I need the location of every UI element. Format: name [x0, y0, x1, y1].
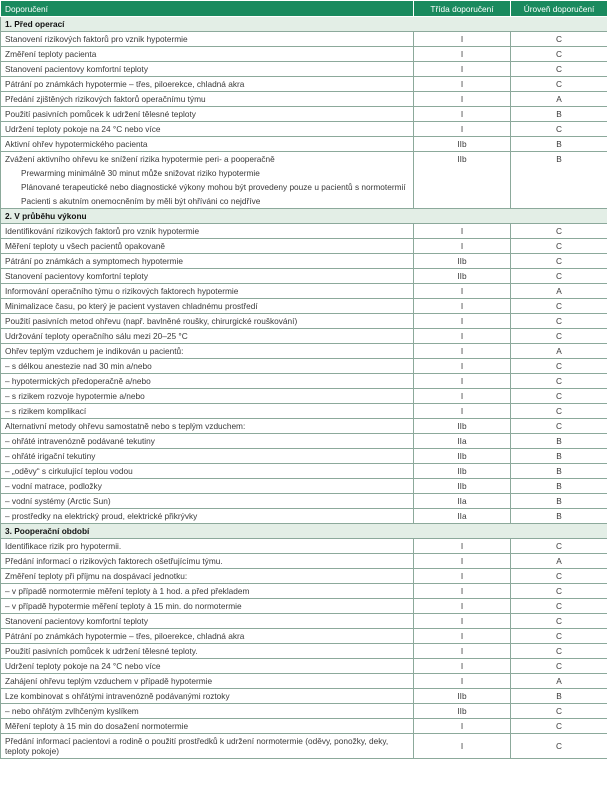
recommendation-cell: – prostředky na elektrický proud, elektrické přikrývky: [1, 509, 414, 524]
level-cell: C: [511, 599, 607, 614]
recommendation-cell: Aktivní ohřev hypotermického pacienta: [1, 137, 414, 152]
class-cell: IIb: [414, 152, 511, 167]
class-cell: [414, 180, 511, 194]
class-cell: I: [414, 299, 511, 314]
level-cell: C: [511, 419, 607, 434]
table-row: [1, 284, 607, 299]
table-row: [1, 659, 607, 674]
class-cell: [414, 194, 511, 209]
class-cell: IIb: [414, 479, 511, 494]
class-cell: IIb: [414, 464, 511, 479]
recommendation-cell: Změření teploty při příjmu na dospávací jednotku:: [1, 569, 414, 584]
table-row: [1, 554, 607, 569]
level-cell: B: [511, 107, 607, 122]
table-row: [1, 449, 607, 464]
section-row: [1, 17, 607, 32]
recommendation-cell: Stanovení pacientovy komfortní teploty: [1, 62, 414, 77]
class-cell: I: [414, 554, 511, 569]
level-cell: A: [511, 344, 607, 359]
table-row: [1, 194, 607, 209]
table-row: [1, 359, 607, 374]
class-cell: I: [414, 47, 511, 62]
table-row: [1, 479, 607, 494]
level-cell: B: [511, 509, 607, 524]
table-row: [1, 269, 607, 284]
recommendation-cell: Minimalizace času, po který je pacient vystaven chladnému prostředí: [1, 299, 414, 314]
section-row: [1, 209, 607, 224]
table-row: [1, 644, 607, 659]
recommendation-cell: Předání zjištěných rizikových faktorů operačnímu týmu: [1, 92, 414, 107]
class-cell: I: [414, 284, 511, 299]
table-row: [1, 539, 607, 554]
table-row: [1, 122, 607, 137]
table-row: [1, 152, 607, 167]
recommendation-cell: – s délkou anestezie nad 30 min a/nebo: [1, 359, 414, 374]
class-cell: IIb: [414, 137, 511, 152]
level-cell: B: [511, 479, 607, 494]
class-cell: I: [414, 359, 511, 374]
class-cell: IIb: [414, 449, 511, 464]
recommendation-cell: Měření teploty u všech pacientů opakovaně: [1, 239, 414, 254]
class-cell: I: [414, 569, 511, 584]
class-cell: I: [414, 239, 511, 254]
class-cell: IIb: [414, 704, 511, 719]
recommendation-cell: Lze kombinovat s ohřátými intravenózně podávanými roztoky: [1, 689, 414, 704]
table-row: [1, 689, 607, 704]
table-row: [1, 719, 607, 734]
level-cell: C: [511, 644, 607, 659]
table-row: [1, 419, 607, 434]
level-cell: C: [511, 32, 607, 47]
table-row: [1, 374, 607, 389]
recommendation-cell: Ohřev teplým vzduchem je indikován u pacientů:: [1, 344, 414, 359]
class-cell: I: [414, 32, 511, 47]
recommendation-cell: – nebo ohřátým zvlhčeným kyslíkem: [1, 704, 414, 719]
recommendation-cell: – vodní systémy (Arctic Sun): [1, 494, 414, 509]
table-row: [1, 77, 607, 92]
table-row: [1, 434, 607, 449]
recommendation-cell: Předání informací pacientovi a rodině o použití prostředků k udržení normotermie (oděvy, ponožky, deky, teploty pokoje): [1, 734, 414, 759]
table-row: [1, 107, 607, 122]
class-cell: I: [414, 344, 511, 359]
level-cell: B: [511, 152, 607, 167]
recommendation-cell: Udržování teploty operačního sálu mezi 20–25 °C: [1, 329, 414, 344]
level-cell: B: [511, 689, 607, 704]
recommendation-cell: Plánované terapeutické nebo diagnostické výkony mohou být provedeny pouze u pacientů s normotermií: [1, 180, 414, 194]
recommendation-cell: – ohřáté intravenózně podávané tekutiny: [1, 434, 414, 449]
table-row: [1, 254, 607, 269]
table-row: [1, 314, 607, 329]
table-row: [1, 734, 607, 759]
recommendation-cell: Předání informací o rizikových faktorech ošetřujícímu týmu.: [1, 554, 414, 569]
level-cell: C: [511, 404, 607, 419]
class-cell: IIb: [414, 689, 511, 704]
class-cell: I: [414, 584, 511, 599]
table-row: [1, 509, 607, 524]
table-header: [1, 1, 607, 17]
section-title: 1. Před operací: [1, 17, 607, 32]
class-cell: I: [414, 77, 511, 92]
level-cell: [511, 180, 607, 194]
table-row: [1, 92, 607, 107]
table-row: [1, 166, 607, 180]
class-cell: I: [414, 122, 511, 137]
level-cell: C: [511, 224, 607, 239]
level-cell: C: [511, 314, 607, 329]
recommendation-cell: – v případě hypotermie měření teploty à 15 min. do normotermie: [1, 599, 414, 614]
level-cell: C: [511, 719, 607, 734]
table-body: [1, 17, 607, 759]
section-title: 3. Pooperační období: [1, 524, 607, 539]
section-row: [1, 524, 607, 539]
recommendation-cell: – hypotermických předoperačně a/nebo: [1, 374, 414, 389]
level-cell: B: [511, 137, 607, 152]
recommendation-cell: – v případě normotermie měření teploty à 1 hod. a před překladem: [1, 584, 414, 599]
table-row: [1, 32, 607, 47]
header-level: Úroveň doporučení: [511, 1, 607, 17]
level-cell: A: [511, 92, 607, 107]
level-cell: C: [511, 704, 607, 719]
level-cell: C: [511, 569, 607, 584]
class-cell: I: [414, 374, 511, 389]
recommendation-cell: – s rizikem rozvoje hypotermie a/nebo: [1, 389, 414, 404]
table-row: [1, 224, 607, 239]
level-cell: C: [511, 734, 607, 759]
table-row: [1, 329, 607, 344]
table-row: [1, 137, 607, 152]
class-cell: I: [414, 629, 511, 644]
recommendation-cell: Použití pasivních pomůcek k udržení tělesné teploty: [1, 107, 414, 122]
class-cell: I: [414, 389, 511, 404]
table-row: [1, 704, 607, 719]
section-title: 2. V průběhu výkonu: [1, 209, 607, 224]
recommendation-cell: Identifikace rizik pro hypotermii.: [1, 539, 414, 554]
level-cell: B: [511, 434, 607, 449]
level-cell: B: [511, 449, 607, 464]
table-row: [1, 584, 607, 599]
recommendation-cell: Pátrání po známkách hypotermie – třes, piloerekce, chladná akra: [1, 77, 414, 92]
table-row: [1, 629, 607, 644]
level-cell: A: [511, 674, 607, 689]
recommendation-cell: Změření teploty pacienta: [1, 47, 414, 62]
table-row: [1, 569, 607, 584]
table-row: [1, 180, 607, 194]
level-cell: A: [511, 554, 607, 569]
recommendation-cell: Informování operačního týmu o rizikových faktorech hypotermie: [1, 284, 414, 299]
recommendation-cell: Alternativní metody ohřevu samostatně nebo s teplým vzduchem:: [1, 419, 414, 434]
recommendation-cell: – vodní matrace, podložky: [1, 479, 414, 494]
level-cell: C: [511, 329, 607, 344]
level-cell: C: [511, 62, 607, 77]
table-row: [1, 464, 607, 479]
class-cell: I: [414, 539, 511, 554]
recommendation-cell: Zvážení aktivního ohřevu ke snížení rizika hypotermie peri- a pooperačně: [1, 152, 414, 167]
recommendation-cell: Pátrání po známkách a symptomech hypotermie: [1, 254, 414, 269]
recommendation-cell: – s rizikem komplikací: [1, 404, 414, 419]
recommendation-cell: Použití pasivních pomůcek k udržení tělesné teploty.: [1, 644, 414, 659]
header-row: [1, 1, 607, 17]
level-cell: C: [511, 374, 607, 389]
class-cell: I: [414, 734, 511, 759]
recommendation-cell: – „oděvy“ s cirkulující teplou vodou: [1, 464, 414, 479]
table-row: [1, 614, 607, 629]
recommendation-cell: – ohřáté irigační tekutiny: [1, 449, 414, 464]
class-cell: I: [414, 314, 511, 329]
recommendation-cell: Pátrání po známkách hypotermie – třes, piloerekce, chladná akra: [1, 629, 414, 644]
recommendation-cell: Identifikování rizikových faktorů pro vznik hypotermie: [1, 224, 414, 239]
class-cell: IIa: [414, 434, 511, 449]
recommendation-cell: Udržení teploty pokoje na 24 °C nebo více: [1, 122, 414, 137]
level-cell: C: [511, 629, 607, 644]
level-cell: B: [511, 464, 607, 479]
table-row: [1, 674, 607, 689]
table-row: [1, 47, 607, 62]
class-cell: I: [414, 614, 511, 629]
class-cell: I: [414, 644, 511, 659]
class-cell: I: [414, 107, 511, 122]
level-cell: C: [511, 239, 607, 254]
table-row: [1, 299, 607, 314]
level-cell: C: [511, 299, 607, 314]
level-cell: C: [511, 359, 607, 374]
class-cell: I: [414, 329, 511, 344]
recommendation-cell: Prewarming minimálně 30 minut může snižovat riziko hypotermie: [1, 166, 414, 180]
class-cell: [414, 166, 511, 180]
class-cell: IIa: [414, 509, 511, 524]
level-cell: [511, 194, 607, 209]
table-row: [1, 599, 607, 614]
class-cell: I: [414, 62, 511, 77]
header-class: Třída doporučení: [414, 1, 511, 17]
level-cell: C: [511, 47, 607, 62]
class-cell: I: [414, 674, 511, 689]
level-cell: C: [511, 659, 607, 674]
table-row: [1, 62, 607, 77]
level-cell: C: [511, 122, 607, 137]
class-cell: I: [414, 719, 511, 734]
table-row: [1, 239, 607, 254]
level-cell: C: [511, 254, 607, 269]
class-cell: I: [414, 92, 511, 107]
table-row: [1, 344, 607, 359]
class-cell: IIb: [414, 269, 511, 284]
header-recommendation: Doporučení: [1, 1, 414, 17]
level-cell: [511, 166, 607, 180]
level-cell: C: [511, 269, 607, 284]
class-cell: IIb: [414, 254, 511, 269]
class-cell: I: [414, 599, 511, 614]
recommendation-cell: Stanovení pacientovy komfortní teploty: [1, 614, 414, 629]
class-cell: I: [414, 224, 511, 239]
level-cell: B: [511, 494, 607, 509]
level-cell: C: [511, 77, 607, 92]
level-cell: C: [511, 389, 607, 404]
level-cell: C: [511, 614, 607, 629]
recommendation-cell: Pacienti s akutním onemocněním by měli být ohříváni co nejdříve: [1, 194, 414, 209]
recommendation-cell: Zahájení ohřevu teplým vzduchem v případě hypotermie: [1, 674, 414, 689]
recommendation-cell: Použití pasivních metod ohřevu (např. bavlněné roušky, chirurgické rouškování): [1, 314, 414, 329]
level-cell: C: [511, 539, 607, 554]
class-cell: I: [414, 659, 511, 674]
recommendation-cell: Měření teploty à 15 min do dosažení normotermie: [1, 719, 414, 734]
level-cell: A: [511, 284, 607, 299]
recommendation-cell: Stanovení rizikových faktorů pro vznik hypotermie: [1, 32, 414, 47]
recommendation-cell: Udržení teploty pokoje na 24 °C nebo více: [1, 659, 414, 674]
class-cell: IIb: [414, 419, 511, 434]
class-cell: I: [414, 404, 511, 419]
class-cell: IIa: [414, 494, 511, 509]
level-cell: C: [511, 584, 607, 599]
table-row: [1, 389, 607, 404]
table-row: [1, 494, 607, 509]
table-row: [1, 404, 607, 419]
recommendation-cell: Stanovení pacientovy komfortní teploty: [1, 269, 414, 284]
